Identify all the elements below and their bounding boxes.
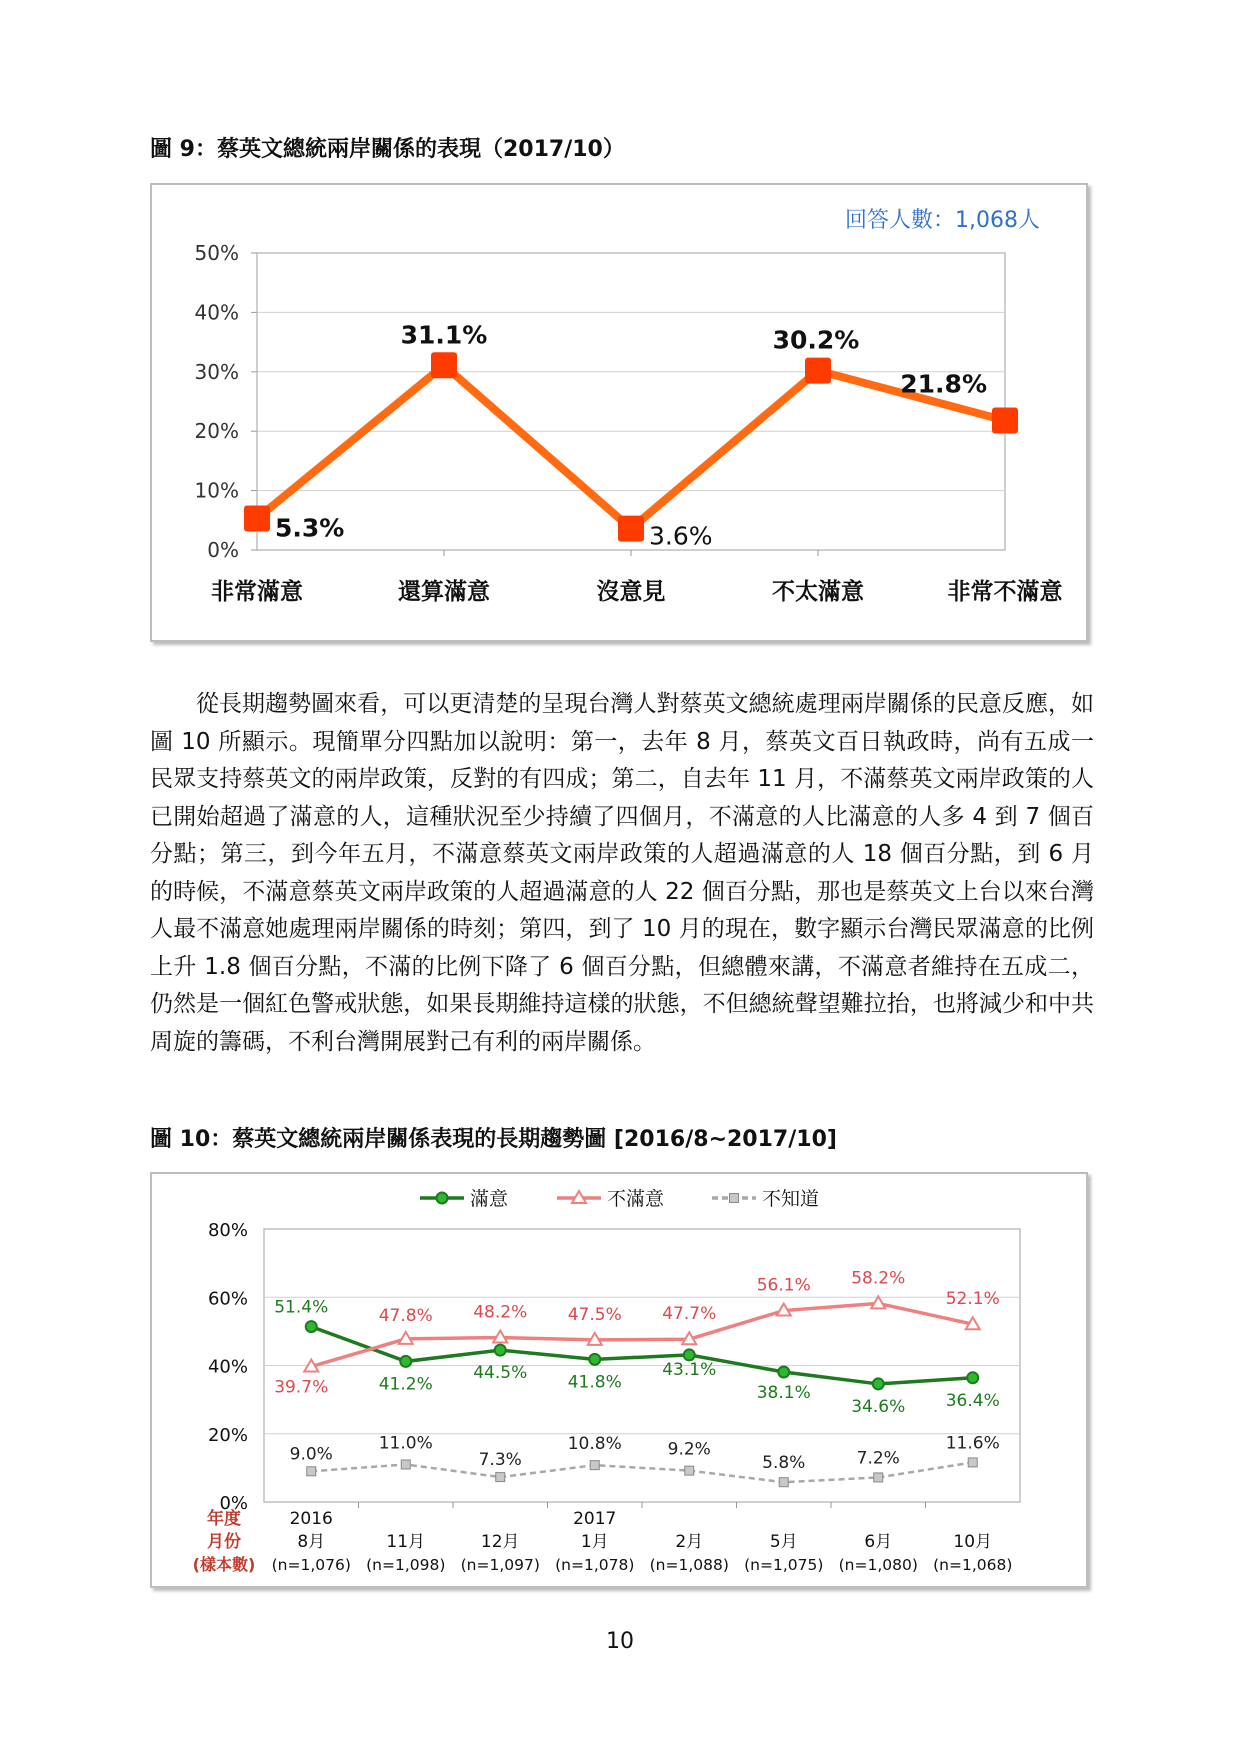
y-tick-label: 20% [194,419,239,444]
legend-marker [730,1194,739,1203]
data-point-marker [805,358,831,384]
month-label: 8月 [297,1532,326,1552]
data-label: 47.5% [567,1304,622,1325]
data-point-marker [992,408,1018,434]
data-point-marker [589,1354,600,1365]
y-tick-label: 40% [207,1356,248,1378]
sample-size-label: (n=1,068) [933,1556,1013,1574]
data-point-marker [618,516,644,542]
y-tick-label: 0% [207,538,239,562]
year-label: 2017 [573,1509,617,1529]
data-label: 7.2% [856,1448,900,1469]
category-label: 沒意見 [596,579,666,605]
sample-size-label: (n=1,075) [744,1556,824,1574]
data-point-marker [778,1366,789,1377]
y-tick-label: 40% [194,300,239,325]
data-label: 52.1% [945,1289,1000,1310]
data-label: 41.8% [567,1372,622,1393]
data-label: 11.6% [945,1433,1000,1454]
category-label: 還算滿意 [398,579,490,605]
figure9-chart [150,183,1088,642]
month-label: 1月 [580,1532,609,1552]
data-label: 34.6% [851,1396,906,1417]
y-tick-label: 0% [219,1493,248,1514]
row-label-year: 年度 [207,1509,241,1529]
data-label: 30.2% [772,325,860,355]
data-point-marker [495,1345,506,1356]
legend-label: 不滿意 [607,1188,665,1210]
y-tick-label: 10% [194,478,239,503]
data-point-marker [968,1458,977,1467]
data-label: 39.7% [274,1377,329,1398]
data-point-marker [400,1356,411,1367]
month-label: 11月 [386,1532,426,1552]
data-label: 36.4% [945,1390,1000,1411]
category-label: 非常不滿意 [947,579,1063,605]
month-label: 5月 [769,1532,798,1552]
y-tick-label: 30% [194,359,239,384]
category-label: 非常滿意 [211,579,303,605]
respondent-count: 回答人數：1,068人 [845,208,1040,233]
page-number: 10 [606,1629,634,1654]
figure10-chart [150,1172,1088,1588]
data-point-marker [496,1473,505,1482]
data-label: 9.2% [667,1439,711,1460]
category-label: 不太滿意 [772,579,864,605]
data-label: 21.8% [900,369,987,399]
y-tick-label: 50% [194,241,239,265]
figure10-svg [152,1174,1086,1586]
figure9-svg [152,185,1086,640]
legend-label: 滿意 [470,1188,509,1210]
sample-size-label: (n=1,078) [555,1556,635,1574]
year-label: 2016 [289,1509,333,1529]
data-label: 41.2% [378,1374,433,1395]
data-label: 7.3% [478,1450,522,1471]
data-label: 11.0% [378,1433,433,1454]
figure10-caption: 圖 10：蔡英文總統兩岸關係表現的長期趨勢圖 [2016/8~2017/10] [150,1127,837,1152]
data-point-marker [779,1478,788,1487]
y-tick-label: 60% [207,1288,248,1310]
sample-size-label: (n=1,076) [271,1556,351,1574]
data-label: 44.5% [473,1363,528,1384]
body-paragraph: 從長期趨勢圖來看，可以更清楚的呈現台灣人對蔡英文總統處理兩岸關係的民意反應，如圖 10 所顯示。現簡單分四點加以說明：第一，去年 8 月，蔡英文百日執政時，尚有五成一民眾支持蔡英文的兩岸政策，反對的有四成；第二，自去年 11 月，不滿蔡英文兩岸政策的人已開始超過了滿意的人，這種狀況至少持續了四個月，不滿意的人比滿意的人多 4 到 7 個百分點；第三，到今年五月，不滿意蔡英文兩岸政策的人超過滿意的人 18 個百分點，到 6 月的時候，不滿意蔡英文兩岸政策的人超過滿意的人 22 個百分點，那也是蔡英文上台以來台灣人最不滿意她處理兩岸關係的時刻；第四，到了 10 月的現在，數字顯示台灣民眾滿意的比例上升 1.8 個百分點，不滿的比例下降了 6 個百分點，但總體來講，不滿意者維持在五成二，仍然是一個紅色警戒狀態，如果長期維持這樣的狀態，不但總統聲望難拉抬，也將減少和中共周旋的籌碼，不利台灣開展對己有利的兩岸關係。 [150,691,1094,1055]
month-label: 10月 [953,1532,993,1552]
row-label-month: 月份 [207,1532,241,1552]
plot-area [257,253,1005,550]
data-label: 47.8% [378,1305,433,1326]
month-label: 2月 [675,1532,704,1552]
data-label: 47.7% [662,1304,717,1325]
series-line [257,365,1005,528]
data-point-marker [874,1473,883,1482]
data-label: 5.3% [275,513,345,543]
sample-size-label: (n=1,097) [460,1556,540,1574]
data-label: 56.1% [756,1275,811,1296]
data-point-marker [244,506,270,532]
data-point-marker [306,1321,317,1332]
data-point-marker [431,352,457,378]
month-label: 6月 [864,1532,893,1552]
data-label: 38.1% [756,1382,811,1403]
data-label: 58.2% [851,1268,906,1289]
data-label: 31.1% [400,320,488,350]
row-label-sample: (樣本數) [192,1555,256,1574]
data-label: 3.6% [649,521,713,551]
data-label: 51.4% [274,1297,329,1318]
data-label: 48.2% [473,1302,528,1323]
legend-marker [437,1193,448,1204]
legend-label: 不知道 [762,1188,820,1210]
data-point-marker [685,1466,694,1475]
data-point-marker [684,1349,695,1360]
y-tick-label: 20% [207,1424,248,1446]
data-point-marker [590,1461,599,1470]
y-tick-label: 80% [207,1220,248,1241]
sample-size-label: (n=1,080) [838,1556,918,1574]
data-label: 9.0% [289,1444,333,1465]
sample-size-label: (n=1,098) [366,1556,446,1574]
data-point-marker [307,1467,316,1476]
data-label: 5.8% [762,1453,806,1474]
data-label: 43.1% [662,1359,717,1380]
data-point-marker [873,1378,884,1389]
data-label: 10.8% [567,1434,622,1455]
data-point-marker [401,1460,410,1469]
sample-size-label: (n=1,088) [649,1556,729,1574]
figure9-caption: 圖 9：蔡英文總統兩岸關係的表現（2017/10） [150,137,625,162]
data-point-marker [967,1372,978,1383]
month-label: 12月 [480,1532,520,1552]
